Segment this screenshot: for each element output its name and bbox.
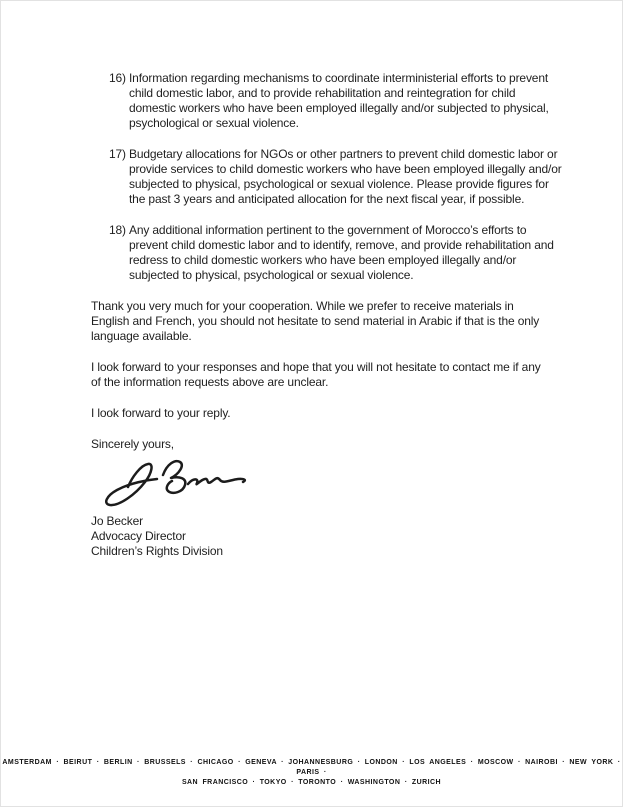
signer-name: Jo Becker	[91, 514, 144, 528]
list-item-16	[109, 71, 563, 131]
paragraph-cooperation: Thank you very much for your cooperation. While we prefer to receive materials in English and French, you should not hesitate to send material in Arabic if that is the only language available.	[91, 299, 540, 343]
closing-salutation: Sincerely yours,	[91, 437, 174, 451]
paragraph-reply: I look forward to your reply.	[91, 406, 231, 420]
letter-body	[1, 1, 622, 559]
footer-city-list	[1, 758, 622, 788]
signer-title: Advocacy Director	[91, 529, 186, 543]
item-text: Any additional information pertinent to the government of Morocco’s efforts to prevent child domestic labor and to identify, remove, and provide rehabilitation and redress to child domestic workers who have been employed illegally and/or subjected to physical, psychological or sexual violence.	[129, 223, 554, 282]
item-text: Budgetary allocations for NGOs or other partners to prevent child domestic labor or provide services to child domestic workers who have been employed illegally and/or subjected to physical, psychological or sexual violence. Please provide figures for the past 3 years and anticipated allocation for the next fiscal year, if possible.	[129, 147, 562, 206]
item-text: Information regarding mechanisms to coordinate interministerial efforts to prevent child domestic labor, and to provide rehabilitation and reintegration for child domestic workers who have been employed illegally and/or subjected to physical, psychological or sexual violence.	[129, 71, 549, 130]
list-item-18	[109, 223, 563, 283]
signer-division: Children’s Rights Division	[91, 544, 223, 558]
footer-line-1: AMSTERDAM · BEIRUT · BERLIN · BRUSSELS · CHICAGO · GENEVA · JOHANNESBURG · LONDON · LOS ANGELES · MOSCOW · NAIROBI · NEW YORK · PARIS ·	[2, 759, 621, 776]
signature-image	[99, 456, 249, 508]
item-number: 17)	[109, 147, 126, 161]
paragraph-responses: I look forward to your responses and hope that you will not hesitate to contact me if any of the information requests above are unclear.	[91, 360, 541, 389]
list-item-17	[109, 147, 563, 207]
signer-block	[91, 514, 622, 559]
footer-line-2: SAN FRANCISCO · TOKYO · TORONTO · WASHINGTON · ZURICH	[181, 779, 442, 786]
item-number: 18)	[109, 223, 126, 237]
item-number: 16)	[109, 71, 126, 85]
